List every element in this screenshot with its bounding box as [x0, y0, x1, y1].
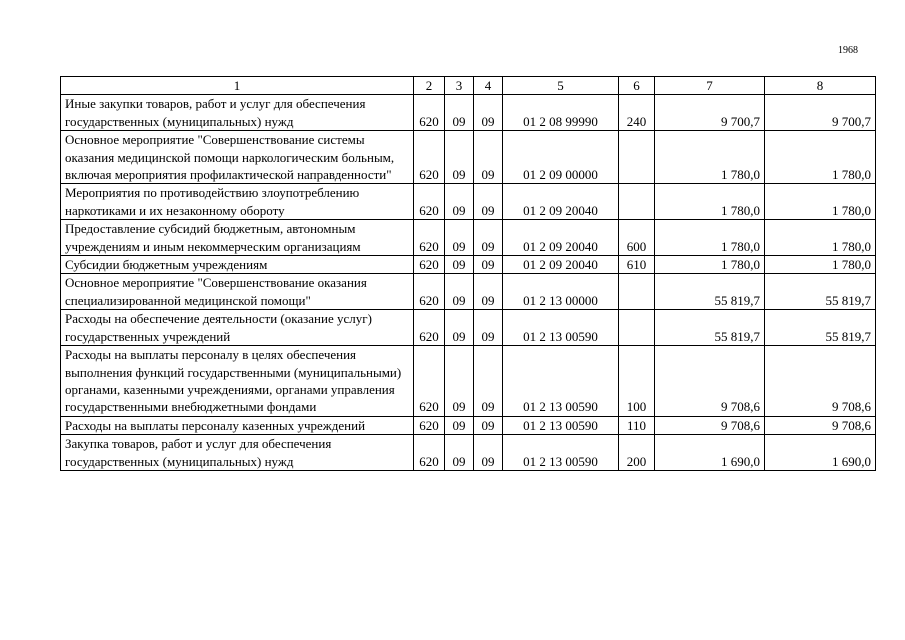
target-article-cell: 01 2 13 00590 [503, 416, 619, 434]
amount-cell: 55 819,7 [765, 274, 876, 310]
target-article-cell: 01 2 09 20040 [503, 184, 619, 220]
expense-type-cell: 110 [619, 416, 655, 434]
expense-type-cell [619, 310, 655, 346]
section-cell: 09 [445, 184, 474, 220]
row-name-cell: Основное мероприятие "Совершенствование системы оказания медицинской помощи наркологическим больным, включая мероприятия профилактической направденности" [61, 131, 414, 184]
target-article-cell: 01 2 13 00590 [503, 310, 619, 346]
table-row [61, 184, 876, 220]
amount-cell: 1 780,0 [655, 220, 765, 256]
admin-code-cell: 620 [414, 256, 445, 274]
amount-cell: 9 708,6 [765, 346, 876, 417]
admin-code-cell: 620 [414, 131, 445, 184]
column-header: 7 [655, 77, 765, 95]
amount-cell: 9 708,6 [765, 416, 876, 434]
row-name-cell: Мероприятия по противодействию злоупотреблению наркотиками и их незаконному обороту [61, 184, 414, 220]
table-row [61, 131, 876, 184]
admin-code-cell: 620 [414, 274, 445, 310]
header-row [61, 77, 876, 95]
expense-type-cell [619, 184, 655, 220]
column-header: 1 [61, 77, 414, 95]
table-row [61, 346, 876, 417]
amount-cell: 9 700,7 [765, 95, 876, 131]
expense-type-cell: 240 [619, 95, 655, 131]
section-cell: 09 [445, 274, 474, 310]
amount-cell: 1 690,0 [765, 435, 876, 471]
amount-cell: 55 819,7 [655, 274, 765, 310]
amount-cell: 9 708,6 [655, 416, 765, 434]
section-cell: 09 [445, 95, 474, 131]
amount-cell: 1 690,0 [655, 435, 765, 471]
row-name-cell: Субсидии бюджетным учреждениям [61, 256, 414, 274]
amount-cell: 1 780,0 [765, 220, 876, 256]
section-cell: 09 [445, 131, 474, 184]
row-name-cell: Закупка товаров, работ и услуг для обеспечения государственных (муниципальных) нужд [61, 435, 414, 471]
admin-code-cell: 620 [414, 435, 445, 471]
target-article-cell: 01 2 09 00000 [503, 131, 619, 184]
table-row [61, 95, 876, 131]
row-name-cell: Расходы на выплаты персоналу в целях обеспечения выполнения функций государственными (муниципальными) органами, казенными учреждениями, органами управления государственными внебюджетными фондами [61, 346, 414, 417]
section-cell: 09 [445, 346, 474, 417]
amount-cell: 1 780,0 [765, 184, 876, 220]
table-row [61, 435, 876, 471]
subsection-cell: 09 [474, 435, 503, 471]
budget-table [60, 76, 876, 471]
target-article-cell: 01 2 08 99990 [503, 95, 619, 131]
subsection-cell: 09 [474, 184, 503, 220]
amount-cell: 1 780,0 [655, 131, 765, 184]
column-header: 5 [503, 77, 619, 95]
subsection-cell: 09 [474, 95, 503, 131]
amount-cell: 1 780,0 [655, 256, 765, 274]
subsection-cell: 09 [474, 346, 503, 417]
target-article-cell: 01 2 09 20040 [503, 220, 619, 256]
expense-type-cell: 200 [619, 435, 655, 471]
column-header: 4 [474, 77, 503, 95]
target-article-cell: 01 2 13 00590 [503, 435, 619, 471]
expense-type-cell: 600 [619, 220, 655, 256]
row-name-cell: Основное мероприятие "Совершенствование оказания специализированной медицинской помощи" [61, 274, 414, 310]
table-row [61, 256, 876, 274]
subsection-cell: 09 [474, 220, 503, 256]
page-number: 1968 [838, 45, 858, 56]
column-header: 3 [445, 77, 474, 95]
section-cell: 09 [445, 435, 474, 471]
table-row [61, 310, 876, 346]
column-header: 8 [765, 77, 876, 95]
expense-type-cell: 610 [619, 256, 655, 274]
table-row [61, 220, 876, 256]
amount-cell: 9 700,7 [655, 95, 765, 131]
admin-code-cell: 620 [414, 310, 445, 346]
expense-type-cell: 100 [619, 346, 655, 417]
amount-cell: 55 819,7 [765, 310, 876, 346]
row-name-cell: Расходы на обеспечение деятельности (оказание услуг) государственных учреждений [61, 310, 414, 346]
column-header: 2 [414, 77, 445, 95]
subsection-cell: 09 [474, 416, 503, 434]
admin-code-cell: 620 [414, 346, 445, 417]
target-article-cell: 01 2 13 00000 [503, 274, 619, 310]
row-name-cell: Иные закупки товаров, работ и услуг для обеспечения государственных (муниципальных) нужд [61, 95, 414, 131]
amount-cell: 1 780,0 [765, 256, 876, 274]
table-row [61, 274, 876, 310]
admin-code-cell: 620 [414, 220, 445, 256]
section-cell: 09 [445, 256, 474, 274]
section-cell: 09 [445, 416, 474, 434]
expense-type-cell [619, 274, 655, 310]
row-name-cell: Предоставление субсидий бюджетным, автономным учреждениям и иным некоммерческим организациям [61, 220, 414, 256]
subsection-cell: 09 [474, 256, 503, 274]
amount-cell: 1 780,0 [765, 131, 876, 184]
expense-type-cell [619, 131, 655, 184]
admin-code-cell: 620 [414, 416, 445, 434]
amount-cell: 9 708,6 [655, 346, 765, 417]
target-article-cell: 01 2 13 00590 [503, 346, 619, 417]
subsection-cell: 09 [474, 131, 503, 184]
column-header: 6 [619, 77, 655, 95]
section-cell: 09 [445, 220, 474, 256]
admin-code-cell: 620 [414, 95, 445, 131]
subsection-cell: 09 [474, 310, 503, 346]
amount-cell: 1 780,0 [655, 184, 765, 220]
section-cell: 09 [445, 310, 474, 346]
amount-cell: 55 819,7 [655, 310, 765, 346]
table-row [61, 416, 876, 434]
row-name-cell: Расходы на выплаты персоналу казенных учреждений [61, 416, 414, 434]
target-article-cell: 01 2 09 20040 [503, 256, 619, 274]
admin-code-cell: 620 [414, 184, 445, 220]
subsection-cell: 09 [474, 274, 503, 310]
